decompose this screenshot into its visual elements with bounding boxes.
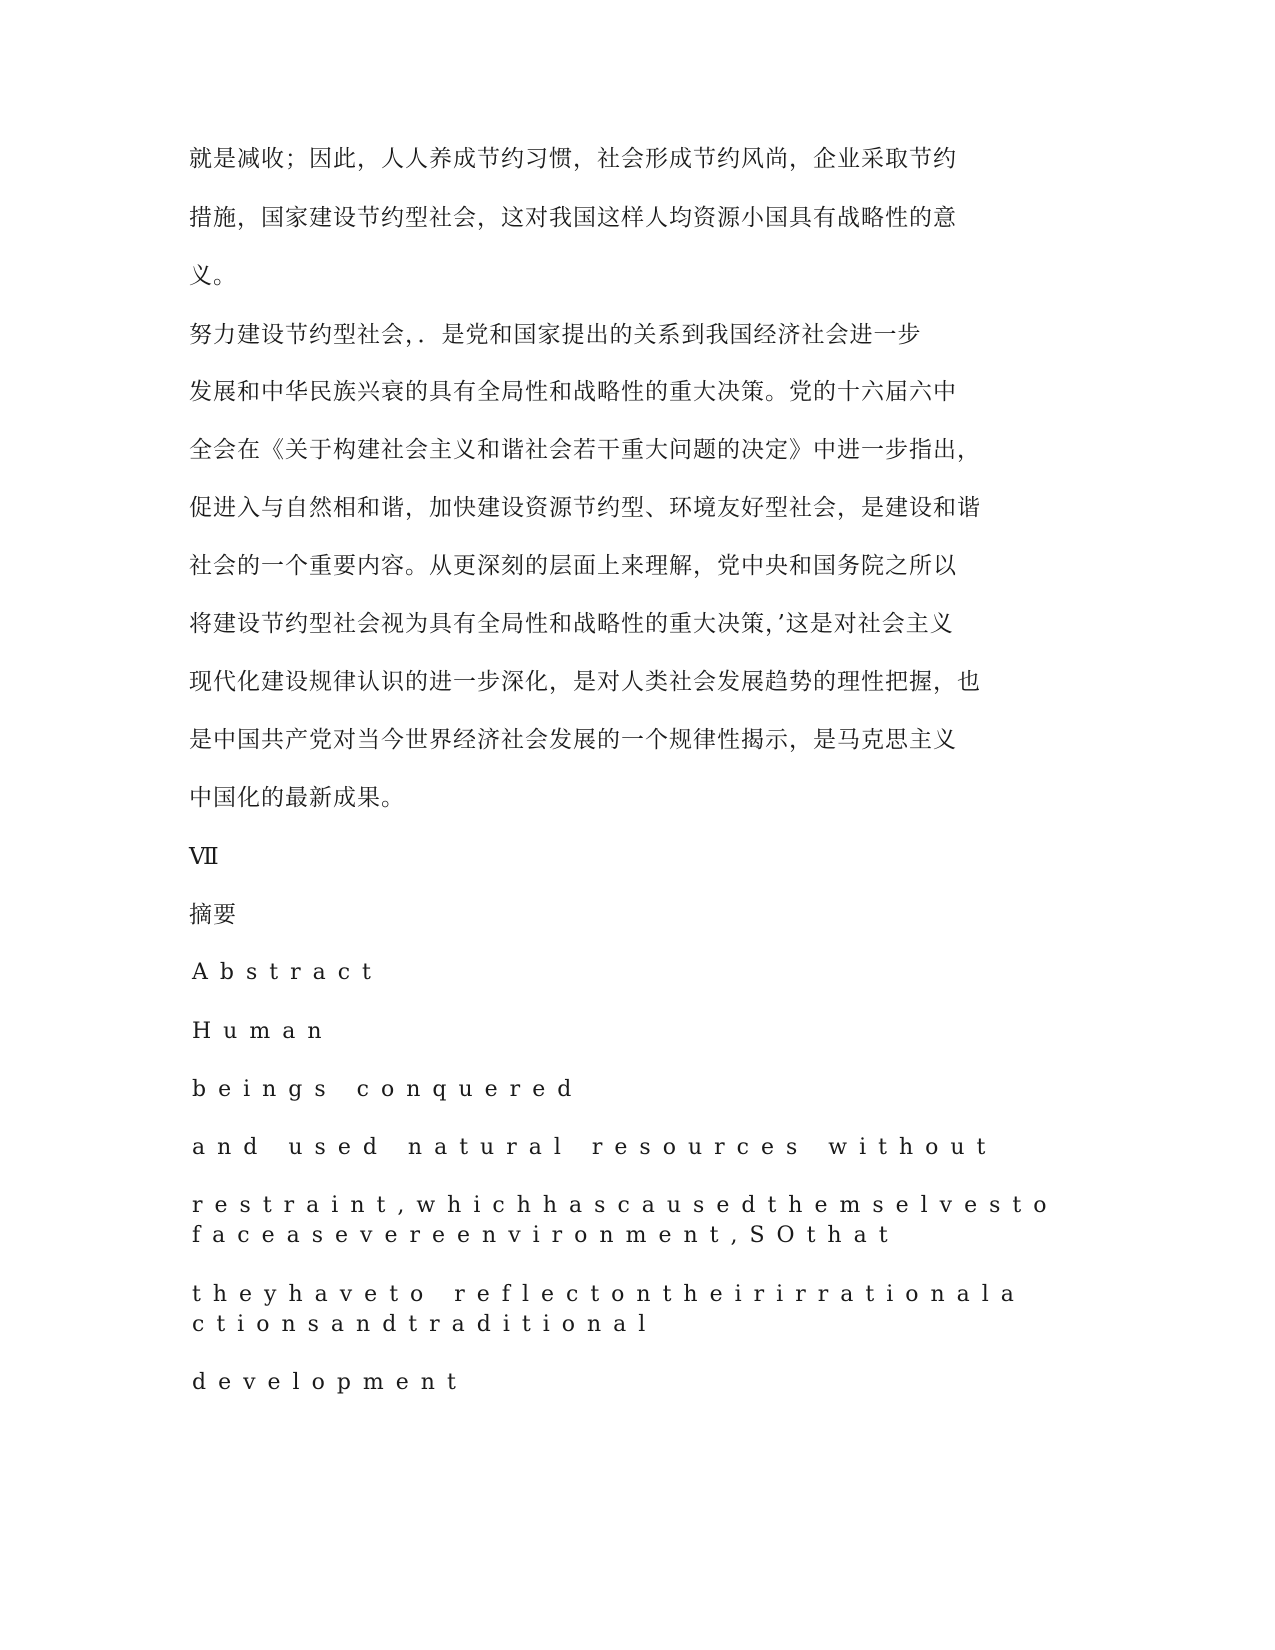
paragraph2-line-5: 社会的一个重要内容。从更深刻的层面上来理解，党中央和国务院之所以	[189, 553, 957, 579]
english-line-2: beings conquered	[192, 1077, 584, 1102]
paragraph2-line-9: 中国化的最新成果。	[189, 785, 405, 811]
english-line-1: Human	[192, 1019, 334, 1044]
english-line-3: and used natural resources without	[192, 1135, 998, 1160]
english-line-7: ctionsandtraditional	[192, 1312, 658, 1337]
abstract-heading-en: Abstract	[192, 960, 383, 985]
page-numeral: Ⅶ	[189, 844, 220, 870]
paragraph2-line-7: 现代化建设规律认识的进一步深化，是对人类社会发展趋势的理性把握，也	[189, 669, 981, 695]
paragraph2-line-4: 促进入与自然相和谐，加快建设资源节约型、环境友好型社会，是建设和谐	[189, 495, 981, 521]
paragraph2-line-6: 将建设节约型社会视为具有全局性和战略性的重大决策，’这是对社会主义	[189, 611, 954, 637]
paragraph1-line-1: 就是减收；因此，人人养成节约习惯，社会形成节约风尚，企业采取节约	[189, 146, 957, 172]
paragraph2-line-3: 全会在《关于构建社会主义和谐社会若干重大问题的决定》中进一步指出，	[189, 437, 981, 463]
paragraph1-line-3: 义。	[189, 263, 237, 289]
abstract-heading-zh: 摘要	[189, 902, 237, 928]
paragraph2-line-1: 努力建设节约型社会，．是党和国家提出的关系到我国经济社会进一步	[189, 322, 922, 348]
english-line-6: theyhaveto reflectontheirirrationala	[192, 1282, 1026, 1307]
paragraph2-line-2: 发展和中华民族兴衰的具有全局性和战略性的重大决策。党的十六届六中	[189, 379, 957, 405]
paragraph2-line-8: 是中国共产党对当今世界经济社会发展的一个规律性揭示，是马克思主义	[189, 727, 957, 753]
english-line-8: development	[192, 1370, 468, 1395]
paragraph1-line-2: 措施，国家建设节约型社会，这对我国这样人均资源小国具有战略性的意	[189, 205, 957, 231]
english-line-4: restraint,whichhascausedthemselvesto	[192, 1193, 1059, 1218]
english-line-5: faceasevereenvironment,SOthat	[192, 1223, 900, 1248]
